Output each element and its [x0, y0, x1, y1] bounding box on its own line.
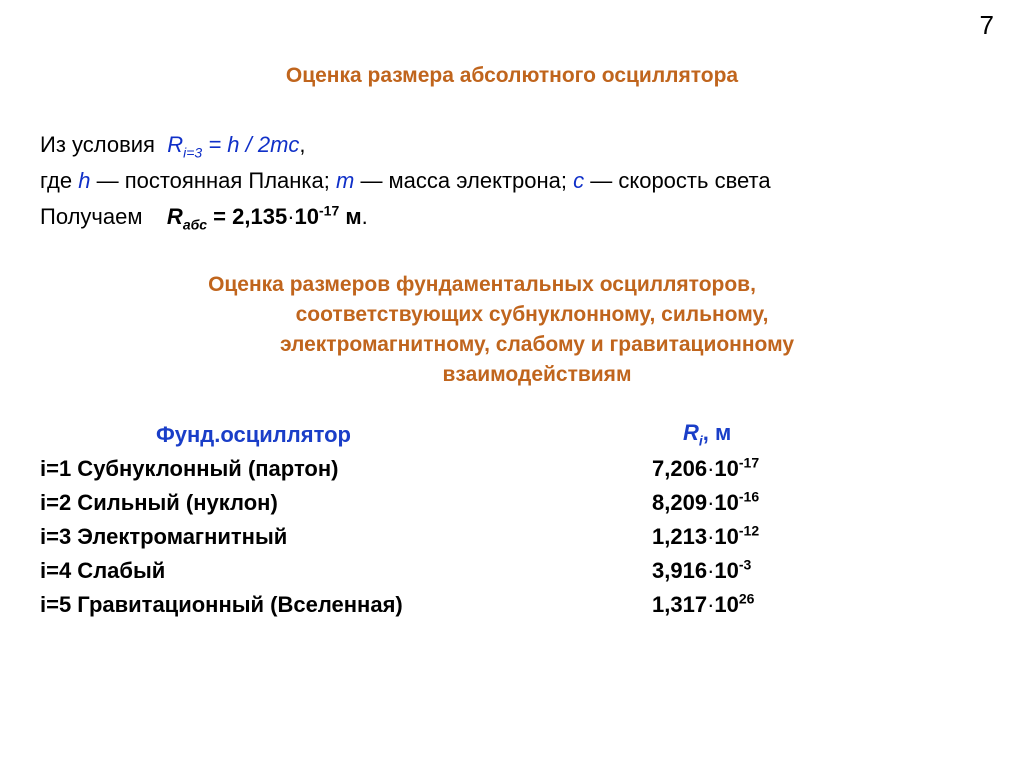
result-prefix: Получаем [40, 204, 143, 229]
table-row-name: i=4 Слабый [40, 558, 166, 583]
result-line: Получаем $R_{абс} = 2,135\cdot 10^{-17}$ м. [40, 202, 368, 233]
condition-line [40, 132, 306, 161]
symbol-m: m [336, 168, 355, 193]
condition-prefix: Из условия [40, 132, 155, 157]
symbol-c: c [573, 168, 585, 193]
page-number: 7 [979, 10, 994, 40]
table-row-name: i=2 Сильный (нуклон) [40, 490, 278, 515]
table-row-value: $8,209\cdot 10^{-16}$ [652, 488, 760, 515]
table-row-name: i=3 Электромагнитный [40, 524, 288, 549]
table-row-value: $3,916\cdot 10^{-3}$ [652, 556, 752, 583]
table-row-value: $7,206\cdot 10^{-17}$ [652, 454, 760, 481]
table-row-value: $1,213\cdot 10^{-12}$ [652, 522, 760, 549]
condition-formula: $R_{i=3} = h / 2mc$ [167, 132, 300, 161]
table-row-value: $1,317\cdot 10^{26}$ [652, 590, 755, 617]
where-line: где h — постоянная Планка; m — масса электрона; c — скорость света [40, 168, 771, 193]
absolute-oscillator-title: Оценка размера абсолютного осциллятора [285, 64, 739, 87]
result-value: $R_{абс} = 2,135\cdot 10^{-17}$ м [166, 202, 362, 233]
table-header-radius: $R_i$, м [683, 420, 732, 449]
table-header-oscillator: Фунд.осциллятор [156, 422, 351, 447]
table-row-name: i=5 Гравитационный (Вселенная) [40, 592, 403, 617]
symbol-h: h [78, 168, 91, 193]
table-row-name: i=1 Субнуклонный (партон) [40, 456, 339, 481]
fundamental-oscillators-title: Оценка размеров фундаментальных осцилляторов, соответствующих субнуклонному, сильному, электромагнитному, слабому и гравитационному взаимодействиям [208, 273, 795, 386]
condition-comma: , [299, 132, 306, 157]
